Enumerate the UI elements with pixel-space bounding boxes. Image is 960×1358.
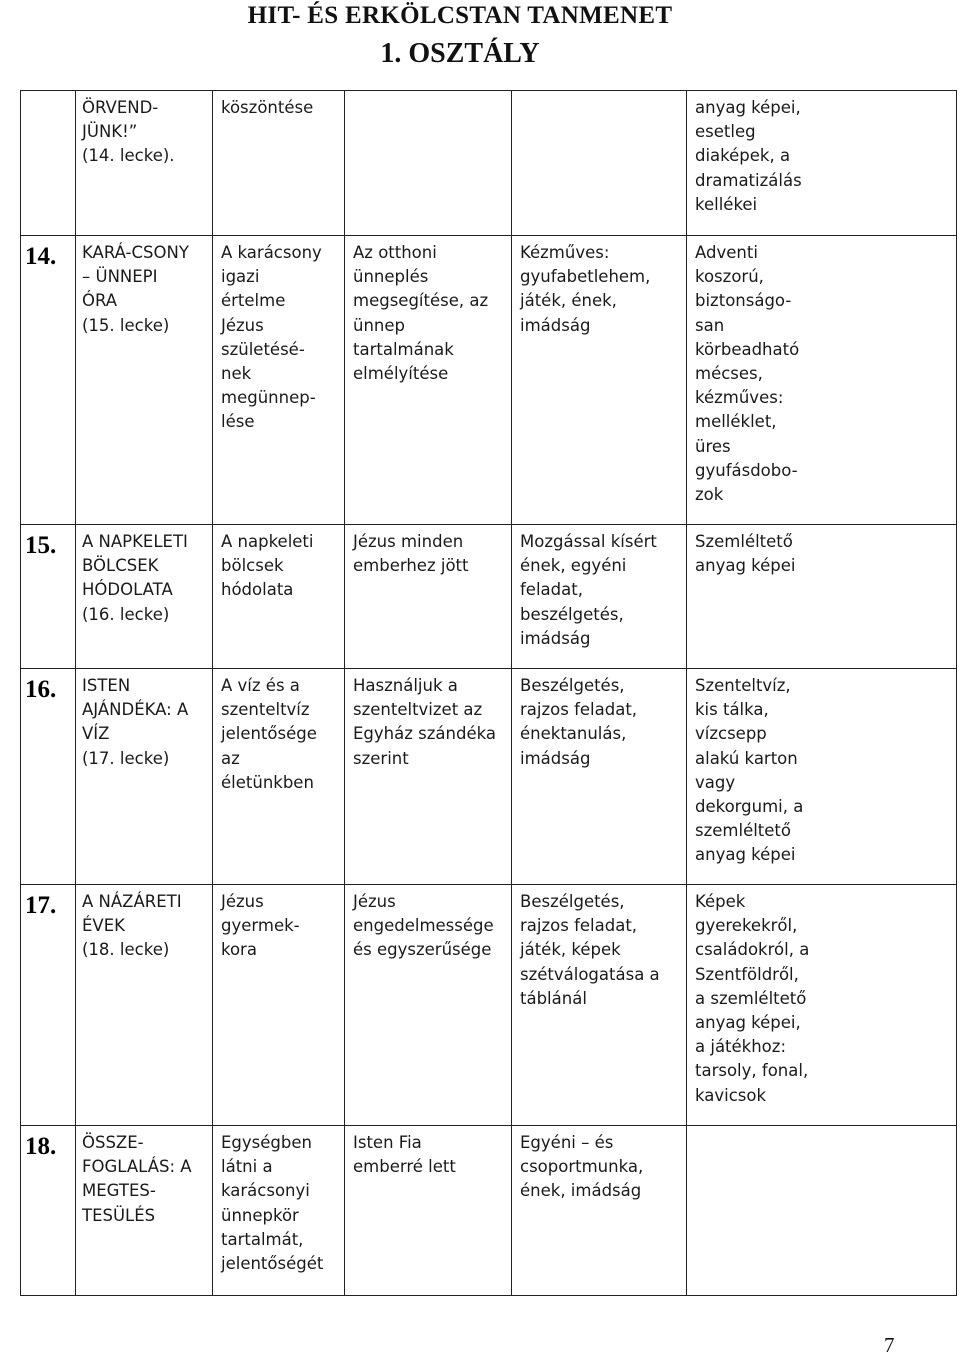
lesson-content: Jézus minden emberhez jött <box>345 525 512 669</box>
lesson-tools: Szenteltvíz, kis tálka, vízcsepp alakú karton vagy dekorgumi, a szemléltető anyag képei <box>687 669 957 885</box>
page-number: 7 <box>884 1333 895 1357</box>
lesson-topic: ÖRVEND- JÜNK!” (14. lecke). <box>76 91 213 236</box>
lesson-topic: A NAPKELETI BÖLCSEK HÓDOLATA (16. lecke) <box>76 525 213 669</box>
table-row <box>21 525 957 669</box>
lesson-topic: ISTEN AJÁNDÉKA: A VÍZ (17. lecke) <box>76 669 213 885</box>
document-title: HIT- ÉS ERKÖLCSTAN TANMENET <box>247 2 673 29</box>
lesson-aim: A napkeleti bölcsek hódolata <box>213 525 345 669</box>
lesson-aim: Egységben látni a karácsonyi ünnepkör tartalmát, jelentőségét <box>213 1126 345 1296</box>
lesson-plan-table <box>20 90 957 1296</box>
table-row <box>21 91 957 236</box>
lesson-content <box>345 91 512 236</box>
lesson-content: Isten Fia emberré lett <box>345 1126 512 1296</box>
lesson-number: 15. <box>21 525 76 669</box>
lesson-tools: Adventi koszorú, biztonságo- san körbeadható mécses, kézműves: melléklet, üres gyufásdobo- zok <box>687 236 957 525</box>
table-row <box>21 885 957 1126</box>
lesson-topic: A NÁZÁRETI ÉVEK (18. lecke) <box>76 885 213 1126</box>
lesson-content: Jézus engedelmessége és egyszerűsége <box>345 885 512 1126</box>
lesson-activity: Mozgással kísért ének, egyéni feladat, beszélgetés, imádság <box>512 525 687 669</box>
table-row <box>21 669 957 885</box>
lesson-number: 17. <box>21 885 76 1126</box>
lesson-number <box>21 91 76 236</box>
lesson-aim: köszöntése <box>213 91 345 236</box>
lesson-activity: Beszélgetés, rajzos feladat, játék, képek szétválogatása a táblánál <box>512 885 687 1126</box>
table-row <box>21 236 957 525</box>
lesson-tools: anyag képei, esetleg diaképek, a dramatizálás kellékei <box>687 91 957 236</box>
lesson-number: 18. <box>21 1126 76 1296</box>
lesson-content: Az otthoni ünneplés megsegítése, az ünnep tartalmának elmélyítése <box>345 236 512 525</box>
lesson-activity <box>512 91 687 236</box>
lesson-aim: A víz és a szenteltvíz jelentősége az életünkben <box>213 669 345 885</box>
lesson-tools: Szemléltető anyag képei <box>687 525 957 669</box>
lesson-tools <box>687 1126 957 1296</box>
lesson-number: 14. <box>21 236 76 525</box>
lesson-content: Használjuk a szenteltvizet az Egyház szándéka szerint <box>345 669 512 885</box>
lesson-activity: Kézműves: gyufabetlehem, játék, ének, imádság <box>512 236 687 525</box>
lesson-topic: KARÁ-CSONY – ÜNNEPI ÓRA (15. lecke) <box>76 236 213 525</box>
table-row <box>21 1126 957 1296</box>
lesson-tools: Képek gyerekekről, családokról, a Szentföldről, a szemléltető anyag képei, a játékhoz: tarsoly, fonal, kavicsok <box>687 885 957 1126</box>
lesson-number: 16. <box>21 669 76 885</box>
document-subtitle: 1. OSZTÁLY <box>380 38 540 69</box>
lesson-aim: A karácsony igazi értelme Jézus születésé- nek megünnep- lése <box>213 236 345 525</box>
lesson-aim: Jézus gyermek- kora <box>213 885 345 1126</box>
lesson-activity: Beszélgetés, rajzos feladat, énektanulás, imádság <box>512 669 687 885</box>
lesson-activity: Egyéni – és csoportmunka, ének, imádság <box>512 1126 687 1296</box>
lesson-topic: ÖSSZE- FOGLALÁS: A MEGTES- TESÜLÉS <box>76 1126 213 1296</box>
